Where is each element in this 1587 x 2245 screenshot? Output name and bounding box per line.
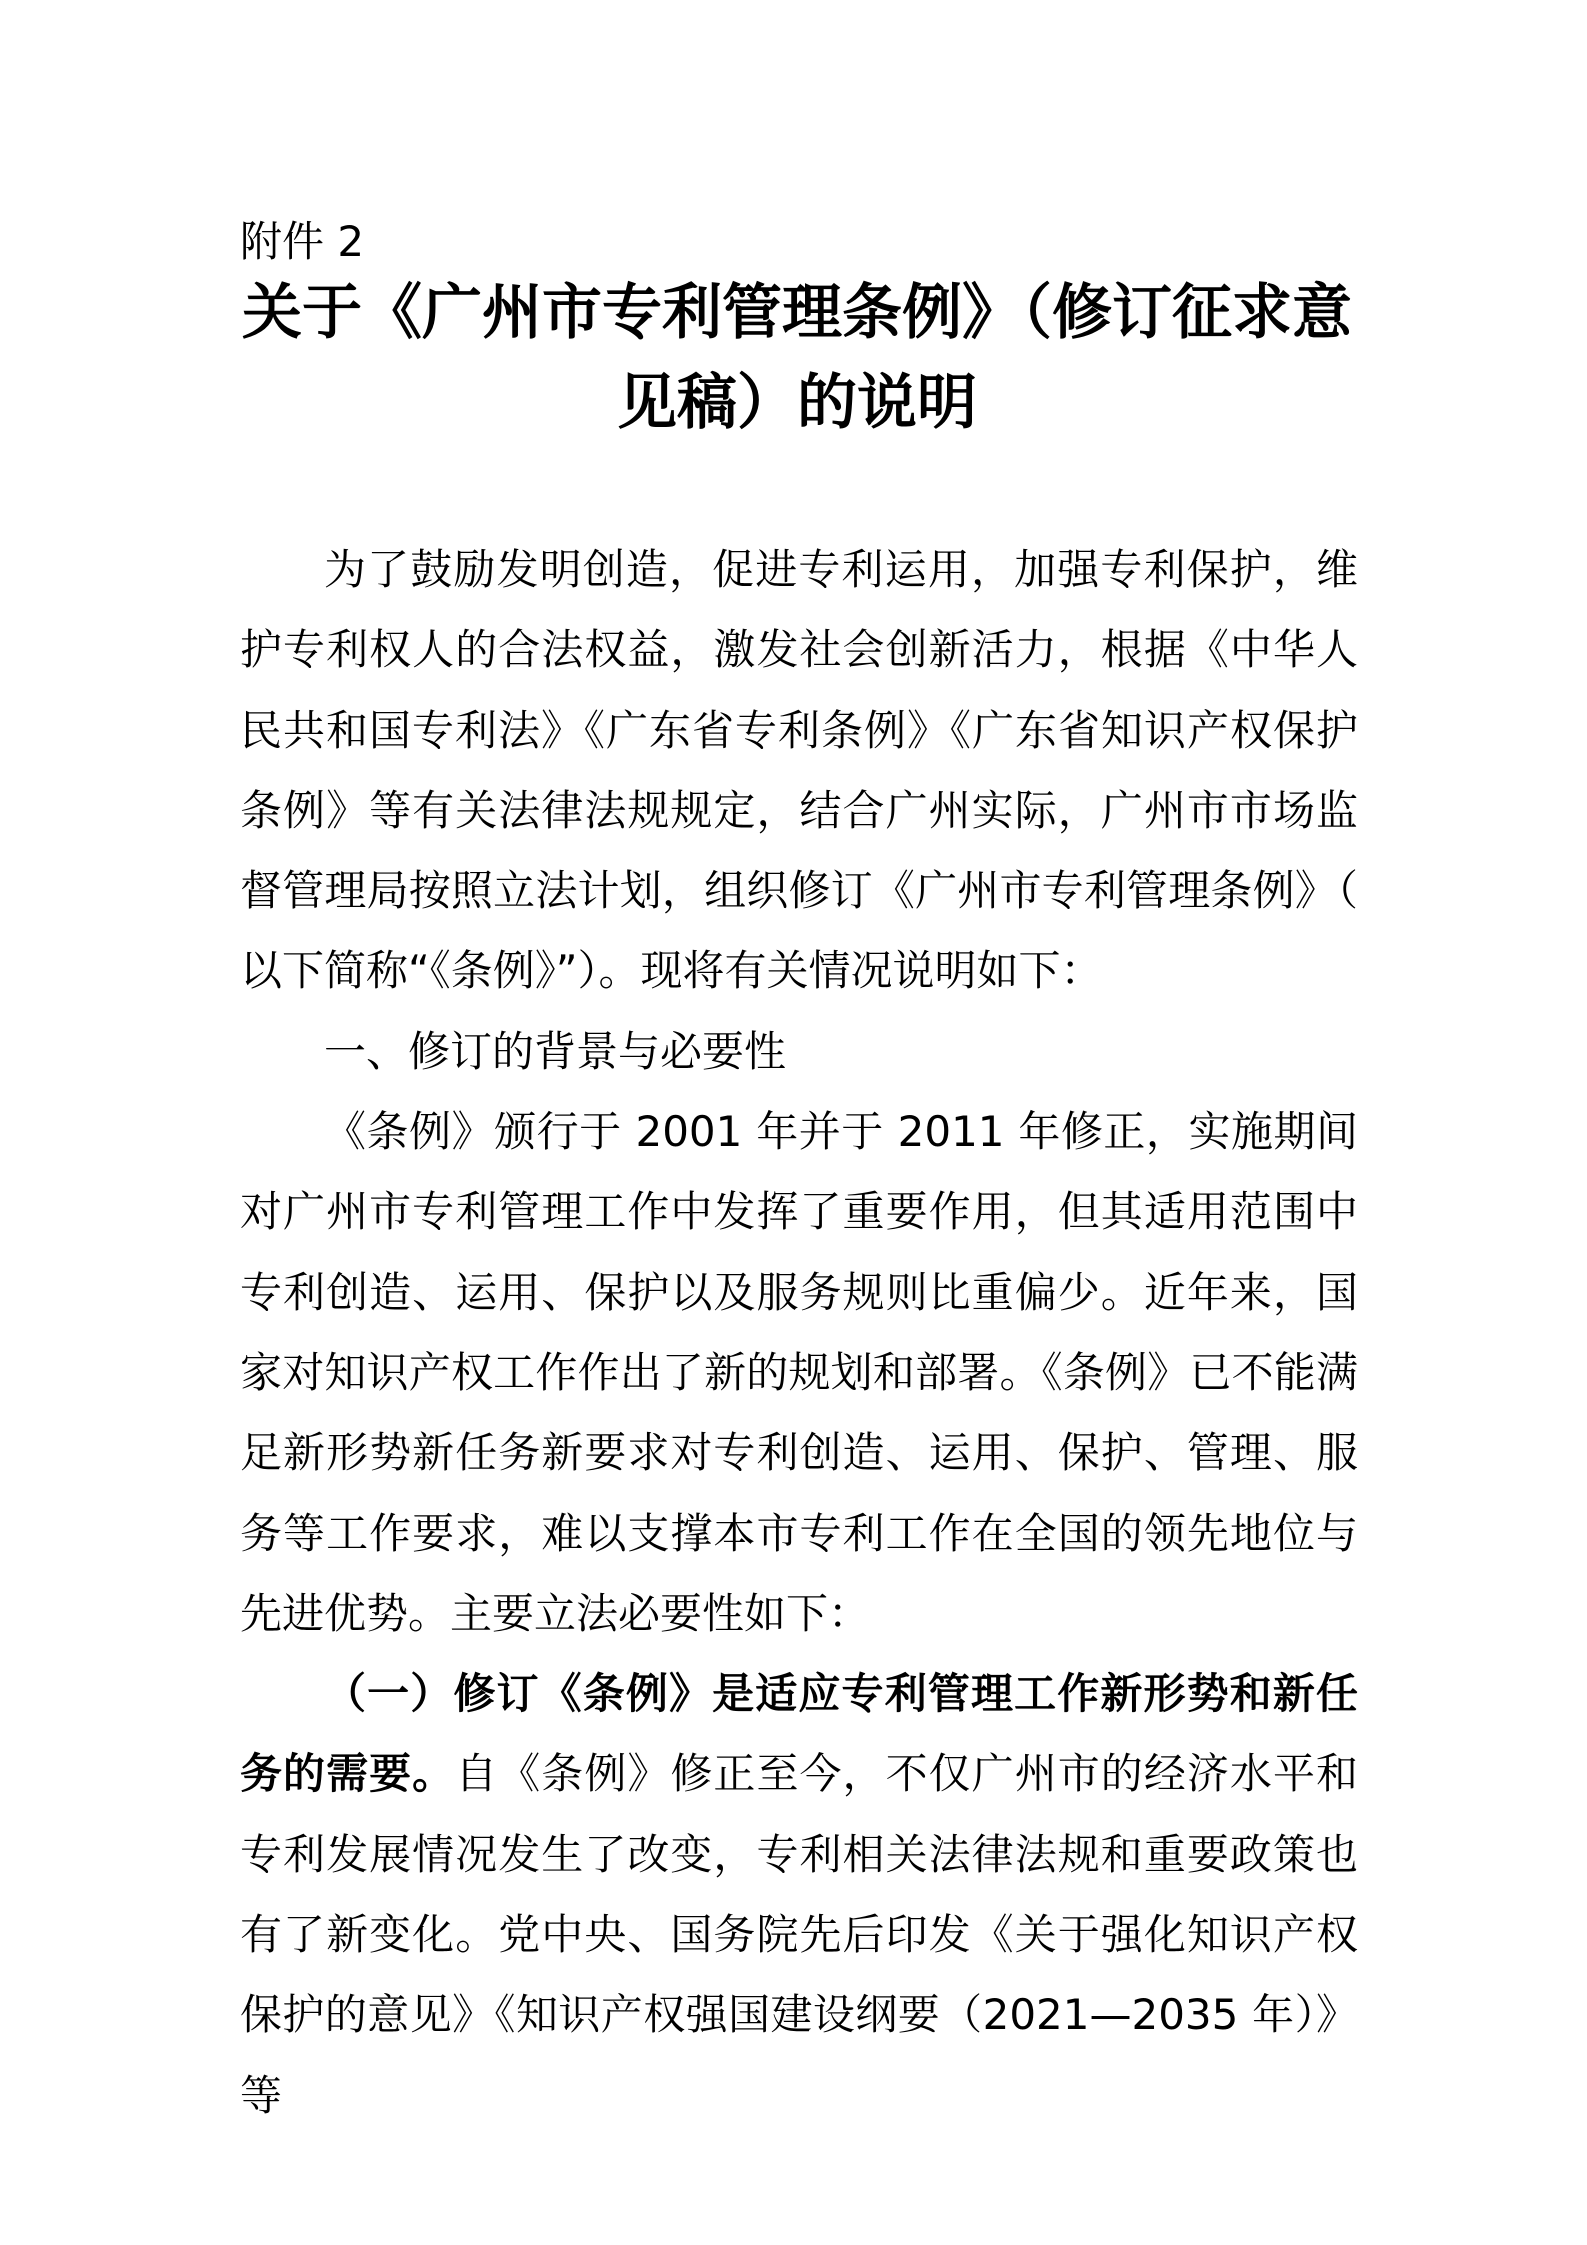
document-body [240, 530, 1358, 2136]
document-title [232, 268, 1362, 448]
subsection-one-bold-lead: （一）修订《条例》是适应专利管理工作新形势和新任务的需要。 [240, 1669, 1358, 1799]
subsection-one-paragraph [240, 1654, 1358, 2136]
subsection-one-text: 自《条例》修正至今，不仅广州市的经济水平和专利发展情况发生了改变，专利相关法律法规和重要政策也有了新变化。党中央、国务院先后印发《关于强化知识产权保护的意见》《知识产权强国建设纲要（2021—2035 年）》等 [240, 1749, 1358, 2120]
document-title-line-2: 见稿）的说明 [617, 368, 977, 438]
document-title-line-1: 关于《广州市专利管理条例》（修订征求意 [242, 278, 1352, 348]
section-heading-background: 一、修订的背景与必要性 [324, 1026, 787, 1076]
intro-paragraph: 为了鼓励发明创造，促进专利运用，加强专利保护，维护专利权人的合法权益，激发社会创新活力，根据《中华人民共和国专利法》《广东省专利条例》《广东省知识产权保护条例》等有关法律法规规定，结合广州实际，广州市市场监督管理局按照立法计划，组织修订《广州市专利管理条例》（以下简称“《条例》”）。现将有关情况说明如下： [240, 545, 1358, 996]
background-paragraph: 《条例》颁行于 2001 年并于 2011 年修正，实施期间对广州市专利管理工作中发挥了重要作用，但其适用范围中专利创造、运用、保护以及服务规则比重偏少。近年来，国家对知识产权工作作出了新的规划和部署。《条例》已不能满足新形势新任务新要求对专利创造、运用、保护、管理、服务等工作要求，难以支撑本市专利工作在全国的领先地位与先进优势。主要立法必要性如下： [240, 1107, 1358, 1638]
attachment-label: 附件 2 [240, 217, 365, 266]
